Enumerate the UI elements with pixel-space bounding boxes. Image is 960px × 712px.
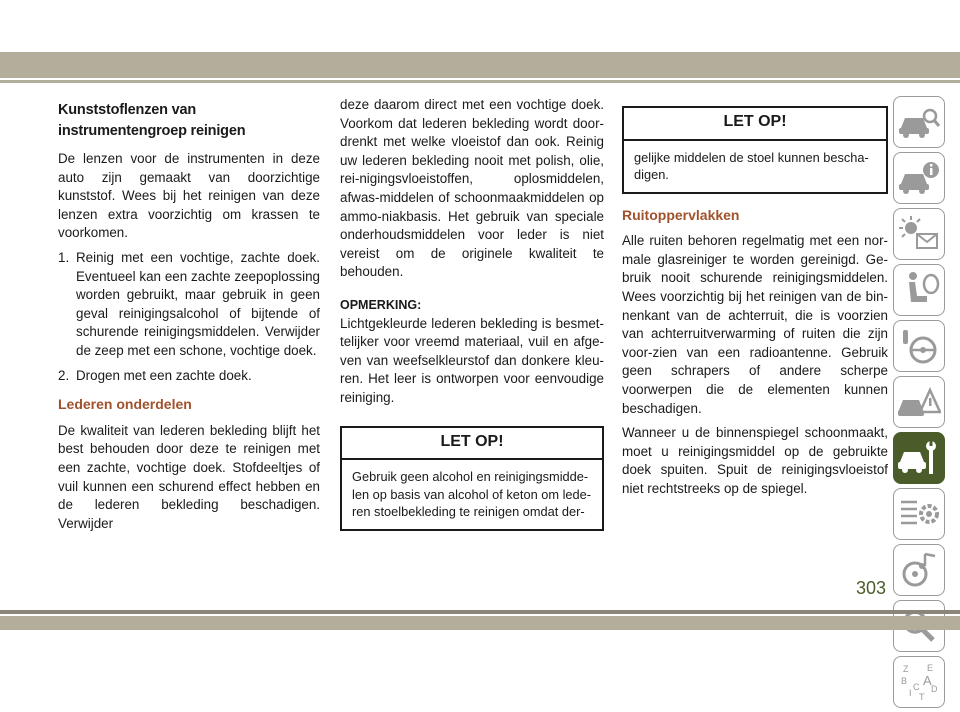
note-title: OPMERKING: [340,297,422,312]
chapter-tab[interactable] [893,264,945,316]
column-1 [58,96,320,539]
list-text: Reinig met een vochtige, zachte doek. Eventueel kan een zachte zeepoplossing worden gebruikt, maar gebruik in geen geval reinigingsalcohol of bijtende of schurende reinigingsmiddelen. Verwijder de zeep met een schone, vochtige doek. [76,249,320,358]
warning-lights-icon [897,214,941,254]
car-info-icon [897,158,941,198]
leather-section-title: Lederen onderdelen [58,396,192,413]
svg-text:T: T [919,692,925,702]
chapter-tab-active[interactable] [893,432,945,484]
steering-wheel-icon [897,326,941,366]
top-banner [0,52,960,78]
lens-cleaning-heading: Kunststoflenzen van instrumentengroep reinigen [58,102,246,139]
chapter-tab[interactable] [893,96,945,148]
lens-intro: De lenzen voor de instrumenten in deze auto zijn gemaakt van doorzichtige kunststof. Wees bij het reinigen van deze lenzen extra voorzichtig om krassen te voorkomen. [58,151,320,241]
chapter-tab[interactable] [893,152,945,204]
chapter-tab[interactable] [893,320,945,372]
windows-section-title: Ruitoppervlakken [622,206,740,223]
windows-paragraph-2: Wanneer u de binnenspiegel schoonmaakt, moet u reinigingsmiddel op de gebruikte doek spuiten. Spuit de reinigingsvloeistof niet rechtstreeks op de spiegel. [622,425,888,496]
svg-text:A: A [923,673,932,688]
list-number: 1. [58,249,70,265]
chapter-tab[interactable] [893,208,945,260]
svg-text:Z: Z [903,664,909,674]
caution-text: Gebruik geen alcohol en reinigingsmidde-len op basis van alcohol of keton om lede-ren stoelbekleding te reinigen omdat der- [352,469,592,520]
car-wrench-icon [897,438,941,478]
column-3 [622,106,888,505]
car-search-icon [897,102,941,142]
caution-text: gelijke middelen de stoel kunnen bescha-digen. [634,149,869,183]
caution-title: LET OP! [342,428,602,461]
chapter-tab[interactable] [893,656,945,708]
bottom-rule [0,610,960,614]
list-text: Drogen met een zachte doek. [76,367,252,383]
top-rule [0,80,960,83]
svg-text:E: E [927,663,934,673]
svg-text:C: C [913,682,920,692]
list-number: 2. [58,367,70,383]
list-item [58,367,320,386]
column-2 [340,96,604,531]
chapter-tab[interactable] [893,544,945,596]
chapter-tab[interactable] [893,376,945,428]
multimedia-icon [897,550,941,590]
list-item [58,249,320,361]
svg-text:I: I [909,688,912,698]
leather-text: De kwaliteit van lederen bekleding blijft het best behouden door deze te reinigen met een zachte, vochtige doek. Stofdeeltjes of vuil kunnen een schurend effect hebben en de lederen bekleding beschadigen. Verwijder [58,422,320,531]
specs-gear-icon [897,494,941,534]
svg-text:D: D [931,684,938,694]
svg-text:B: B [901,676,908,686]
leather-text-continued: deze daarom direct met een vochtige doek. Voorkom dat lederen bekleding wordt door-drenkt met welke vloeistof dan ook. Reinig uw lederen bekleding nooit met polish, olie, rei-nigingsvloeistoffen, oplosmiddelen, afwas-middelen of schoonmaakmiddelen op ammo-niakbasis. Het gebruik van speciale onderhoudsmiddelen voor leder is niet vereist om de originele kwaliteit te behouden. [340,97,604,280]
index-abc-icon [897,662,941,702]
caution-title: LET OP! [624,108,886,141]
caution-box [340,426,604,531]
bottom-banner [0,616,960,630]
windows-paragraph-1: Alle ruiten behoren regelmatig met een nor-male glasreiniger te worden gereinigd. Ge-bruik nooit schurende reinigingsmiddelen. Wees voorzichtig bij het reinigen van de bin-nenkant van de achterruit, die is voorzien van achterruitverwarming of ruiten die zijn voor-zien van een radioantenne. Gebruik geen schrapers of andere scherpe voorwerpen die de elementen kunnen beschadigen. [622,233,888,416]
caution-box-continued [622,106,888,194]
page-number: 303 [856,578,887,598]
note-text: Lichtgekleurde lederen bekleding is besmet-telijker voor vreemd materiaal, vuil en afge-ven van weefselkleurstof dan donkere kleu-ren. Het leer is ontworpen voor eenvoudige reiniging. [340,315,604,405]
chapter-tab[interactable] [893,488,945,540]
car-hazard-icon [897,382,941,422]
seat-airbag-icon [897,270,941,310]
